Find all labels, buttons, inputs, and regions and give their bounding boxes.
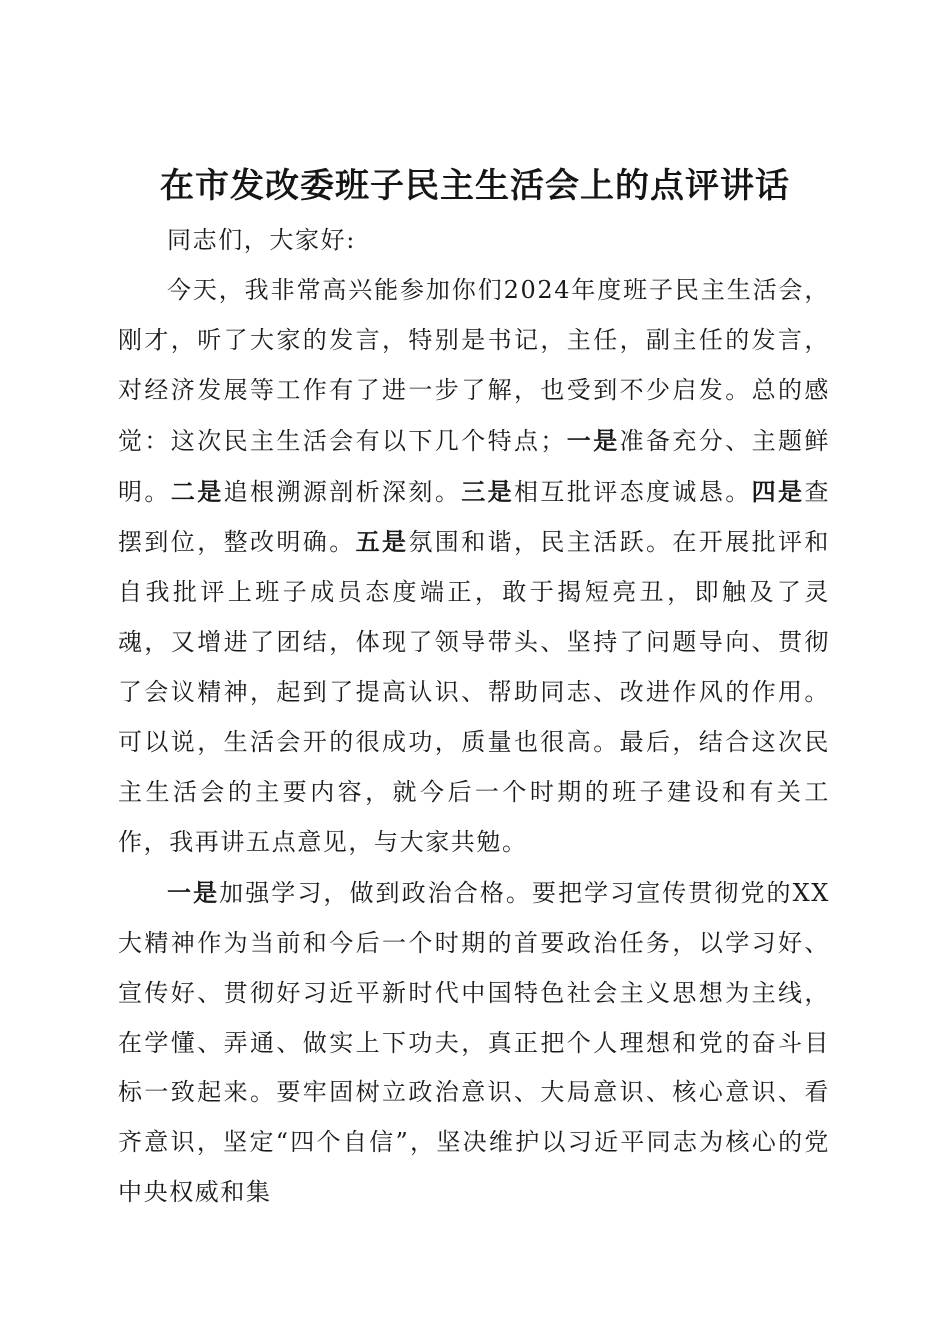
study-text: 加强学习，做到政治合格。要把学习宣传贯彻党的XX大精神作为当前和今后一个时期的首要政治任务，以学习好、宣传好、贯彻好习近平新时代中国特色社会主义思想为主线，在学懂、弄通、做实上下功夫，真正把个人理想和党的奋斗目标一致起来。要牢固树立政治意识、大局意识、核心意识、看齐意识，坚定“四个自信”，坚决维护以习近平同志为核心的党中央权威和集: [118, 878, 830, 1207]
opinion-one-label: 一是: [167, 877, 220, 907]
intro-text-1: 今天，我非常高兴能参加你们2024年度班子民主生活会，刚才，听了大家的发言，特别是书记，主任，副主任的发言，对经济发展等工作有了进一步了解，也受到不少启发。总的感觉：这次民主生活会有以下几个特点；: [118, 275, 830, 455]
document-title: 在市发改委班子民主生活会上的点评讲话: [160, 166, 790, 206]
intro-text-2: 准备充分、主题鲜明。: [118, 426, 831, 506]
document-body: [118, 216, 830, 1218]
point-three-label: 三是: [461, 476, 515, 506]
point-five-label: 五是: [355, 527, 409, 557]
point-two-label: 二是: [170, 476, 224, 506]
intro-text-4: 相互批评态度诚恳。: [514, 477, 752, 506]
point-one-label: 一是: [566, 425, 620, 455]
intro-text-5: 查摆到位，整改明确。: [118, 477, 831, 557]
intro-text-3: 追根溯源剖析深刻。: [223, 477, 462, 506]
greeting-paragraph: 同志们，大家好:: [167, 226, 356, 254]
paragraph-intro: [118, 266, 830, 868]
paragraph-study: [118, 868, 830, 1218]
intro-text-6: 氛围和谐，民主活跃。在开展批评和自我批评上班子成员态度端正，敢于揭短亮丑，即触及了灵魂，又增进了团结，体现了领导带头、坚持了问题导向、贯彻了会议精神，起到了提高认识、帮助同志、改进作风的作用。可以说，生活会开的很成功，质量也很高。最后，结合这次民主生活会的主要内容，就今后一个时期的班子建设和有关工作，我再讲五点意见，与大家共勉。: [118, 528, 830, 856]
point-four-label: 四是: [751, 476, 805, 506]
